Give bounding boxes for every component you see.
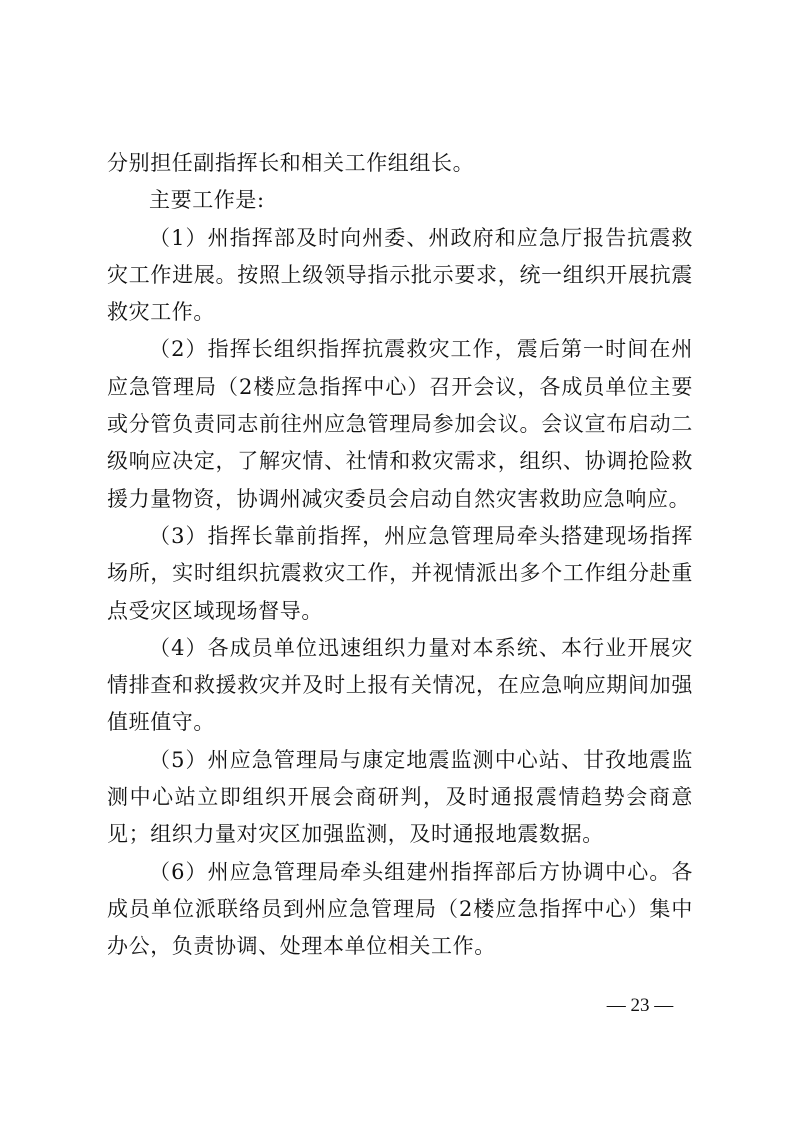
paragraph-item-1: （1）州指挥部及时向州委、州政府和应急厅报告抗震救灾工作进展。按照上级领导指示批示要求，统一组织开展抗震救灾工作。 [107,225,693,325]
paragraph-item-4: （4）各成员单位迅速组织力量对本系统、本行业开展灾情排查和救援救灾并及时上报有关情况，在应急响应期间加强值班值守。 [107,635,693,735]
paragraph-continuation: 分别担任副指挥长和相关工作组组长。 [107,151,475,175]
paragraph-item-2: （2）指挥长组织指挥抗震救灾工作，震后第一时间在州应急管理局（2楼应急指挥中心）召开会议，各成员单位主要或分管负责同志前往州应急管理局参加会议。会议宣布启动二级响应决定，了解灾情、社情和救灾需求，组织、协调抢险救援力量物资，协调州减灾委员会启动自然灾害救助应急响应。 [107,337,693,511]
paragraph-main-work-heading: 主要工作是: [149,188,265,213]
page-number: — 23 — [606,995,674,1016]
paragraph-item-3: （3）指挥长靠前指挥，州应急管理局牵头搭建现场指挥场所，实时组织抗震救灾工作，并视情派出多个工作组分赴重点受灾区域现场督导。 [107,523,693,623]
document-body [107,145,693,966]
paragraph-item-6: （6）州应急管理局牵头组建州指挥部后方协调中心。各成员单位派联络员到州应急管理局（2楼应急指挥中心）集中办公，负责协调、处理本单位相关工作。 [107,859,693,959]
paragraph-item-5: （5）州应急管理局与康定地震监测中心站、甘孜地震监测中心站立即组织开展会商研判，及时通报震情趋势会商意见；组织力量对灾区加强监测，及时通报地震数据。 [107,747,693,847]
